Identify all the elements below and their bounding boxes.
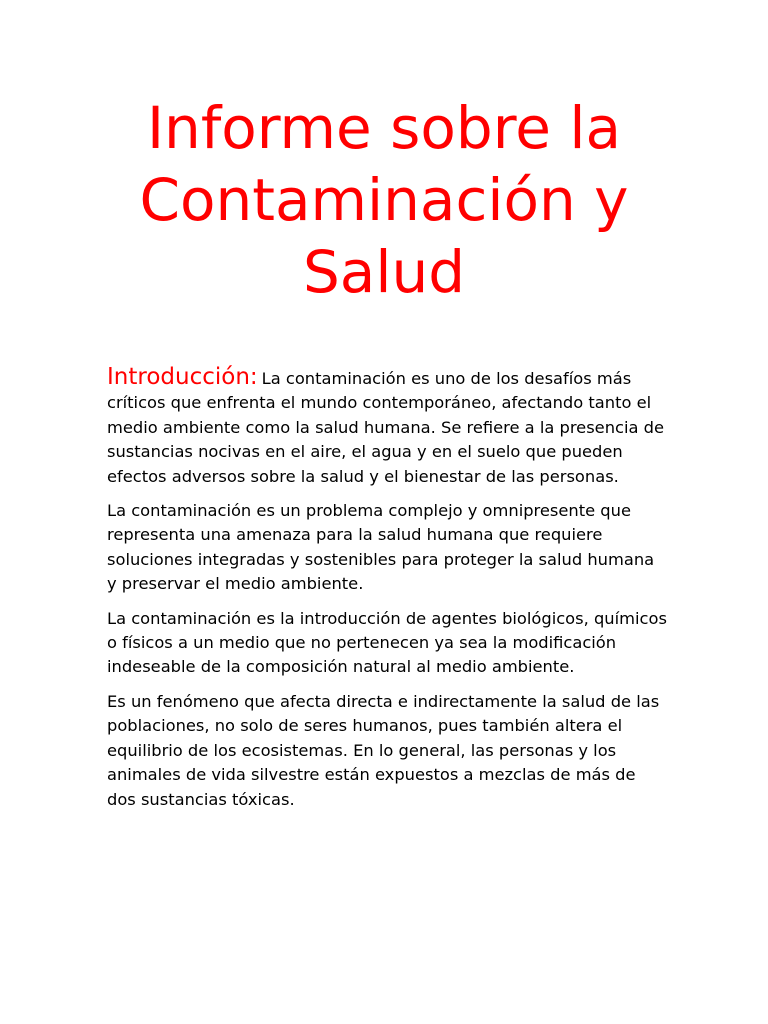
paragraph-2: La contaminación es la introducción de agentes biológicos, químicos o físicos a un medio que no pertenecen ya sea la modificación indeseable de la composición natural al medio ambiente. — [107, 608, 667, 677]
document-body — [107, 365, 667, 822]
intro-paragraph — [107, 365, 667, 489]
paragraph-3: Es un fenómeno que afecta directa e indirectamente la salud de las poblaciones, no solo de seres humanos, pues también altera el equilibrio de los ecosistemas. En lo general, las personas y los animales de vida silvestre están expuestos a mezclas de más de dos sustancias tóxicas. — [107, 691, 660, 809]
paragraph-1: La contaminación es un problema complejo y omnipresente que representa una amenaza para la salud humana que requiere soluciones integradas y sostenibles para proteger la salud humana y preservar el medio ambiente. — [107, 501, 655, 594]
intro-text: La contaminación es uno de los desafíos más críticos que enfrenta el mundo contemporáneo, afectando tanto el medio ambiente como la salud humana. Se refiere a la presencia de sustancias nocivas en el aire, el agua y en el suelo que pueden efectos adversos sobre la salud y el bienestar de las personas. — [107, 369, 664, 486]
intro-label: Introducción: — [107, 364, 258, 390]
document-title: Informe sobre la Contaminación y Salud — [139, 94, 629, 306]
